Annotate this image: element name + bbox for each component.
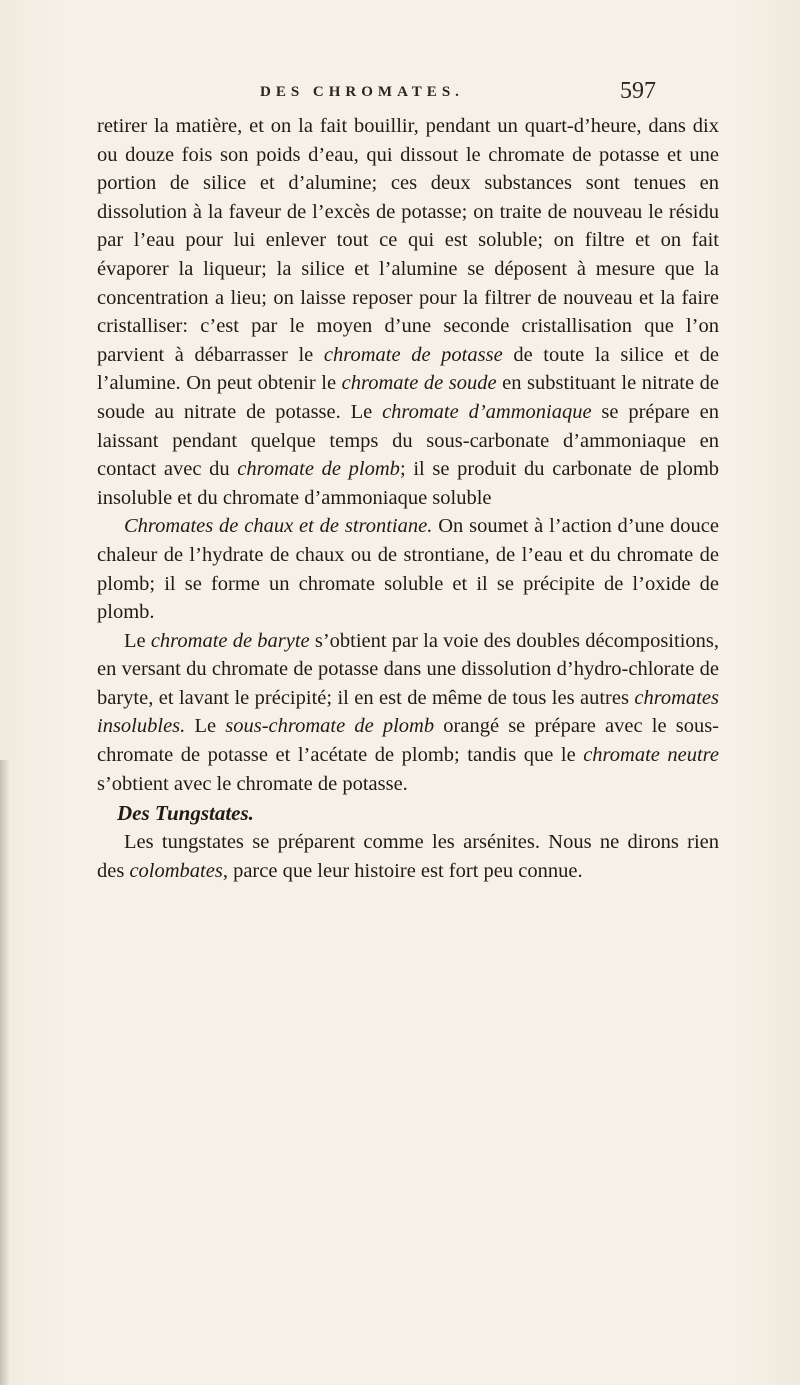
text-run: se prépare en laissant pendant quelque temps du sous-carbonate d’ammoniaque en contact avec du — [97, 400, 719, 481]
italic-term: chromate d’ammoniaque — [382, 400, 592, 423]
paragraph-tungstates — [97, 828, 719, 885]
page-number: 597 — [620, 78, 656, 104]
text-run: Le — [124, 629, 151, 652]
italic-term: chromate de soude — [341, 372, 497, 395]
italic-term: chromate de baryte — [150, 629, 310, 652]
text-run: On soumet à l’action d’une douce chaleur de l’hydrate de chaux ou de strontiane, de l’eau et du chromate de plomb; il se forme un chromate soluble et il se précipite de l’oxide de plomb. — [97, 515, 719, 624]
binding-shadow — [0, 760, 10, 1385]
text-run: de toute la silice et de l’alumine. On peut obtenir le — [97, 343, 719, 395]
paragraph-baryte — [97, 627, 719, 799]
italic-term: colombates — [129, 859, 223, 882]
text-run: , parce que leur histoire est fort peu connue. — [222, 859, 583, 882]
text-run: s’obtient par la voie des doubles décompositions, en versant du chromate de potasse dans une dissolution d’hydro-chlorate de baryte, et lavant le précipité; il en est de même de tous les autres — [97, 629, 719, 709]
text-run: Le — [185, 715, 226, 738]
body-text — [97, 112, 719, 885]
text-run: Les tungstates se préparent comme les arsénites. Nous ne dirons rien des — [97, 831, 719, 882]
section-heading: Des Tungstates. — [117, 801, 254, 826]
italic-term: chromate neutre — [583, 744, 720, 767]
running-head: DES CHROMATES. — [260, 84, 464, 100]
paragraph-chaux-strontiane — [97, 512, 719, 626]
text-run: orangé se prépare avec le sous-chromate de potasse et l’acétate de plomb; tandis que le — [97, 715, 719, 767]
paragraph-continued — [97, 112, 719, 512]
text-run: retirer la matière, et on la fait bouillir, pendant un quart-d’heure, dans dix ou douze fois son poids d’eau, qui dissout le chromate de potasse et une portion de silice et d’alumine; ces deux substances sont tenues en dissolution à la faveur de l’excès de potasse; on traite de nouveau le résidu par l’eau pour lui enlever tout ce qui est soluble; on filtre et on fait évaporer la liqueur; la silice et l’alumine se déposent à mesure que la concentration a lieu; on laisse reposer pour la filtrer de nouveau et la faire cristalliser: c’est par le moyen d’une seconde cristallisation que l’on parvient à débarrasser le — [97, 115, 719, 366]
italic-term: sous-chromate de plomb — [225, 715, 435, 738]
text-run: s’obtient avec le chromate de potasse. — [97, 772, 408, 795]
italic-term: chromates insolubles. — [97, 686, 719, 738]
italic-term: chromate de potasse — [323, 343, 503, 366]
text-run: en substituant le nitrate de soude au nitrate de potasse. Le — [97, 372, 719, 423]
text-run: ; il se produit du carbonate de plomb insoluble et du chromate d’ammoniaque soluble — [97, 458, 720, 509]
italic-term: chromate de plomb — [237, 458, 400, 481]
italic-term: Chromates de chaux et de strontiane. — [124, 515, 433, 538]
